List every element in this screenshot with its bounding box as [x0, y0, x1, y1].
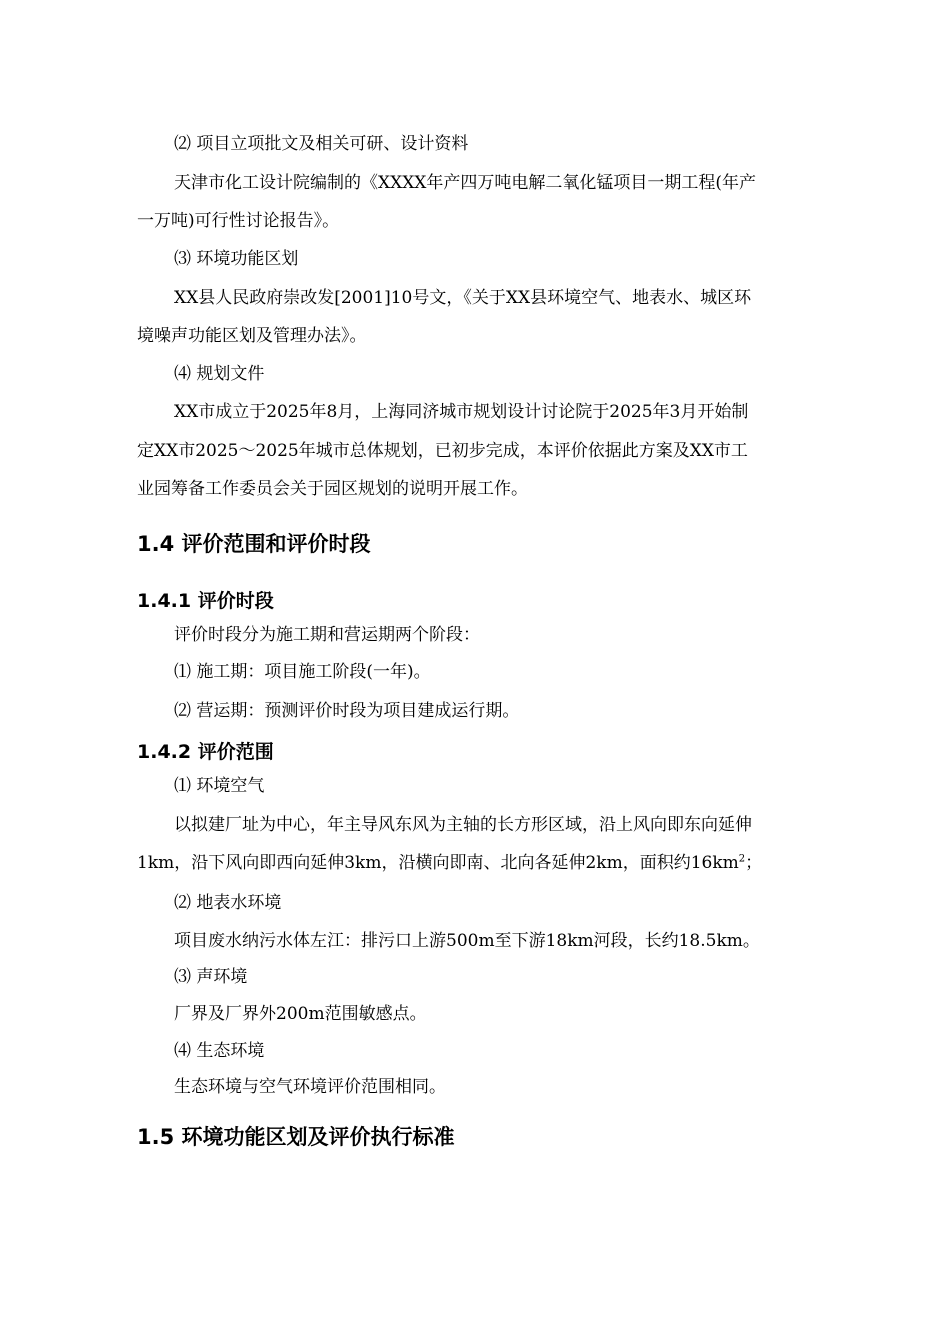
eco-title: ⑷ 生态环境: [174, 1041, 265, 1061]
air-paragraph-line-1: 以拟建厂址为中心，年主导风东风为主轴的长方形区域，沿上风向即东向延伸: [174, 815, 752, 835]
eco-paragraph: 生态环境与空气环境评价范围相同。: [174, 1077, 446, 1097]
item-4-paragraph-line-3: 业园筹备工作委员会关于园区规划的说明开展工作。: [137, 479, 528, 499]
water-paragraph: 项目废水纳污水体左江：排污口上游500m至下游18km河段，长约18.5km。: [174, 931, 760, 951]
item-3-title: ⑶ 环境功能区划: [174, 249, 299, 269]
item-2-paragraph-line-1: 天津市化工设计院编制的《XXXX年产四万吨电解二氧化锰项目一期工程(年产: [174, 173, 757, 193]
section-1-5-heading: 1.5 环境功能区划及评价执行标准: [137, 1125, 455, 1149]
section-1-4-1-heading: 1.4.1 评价时段: [137, 590, 274, 612]
air-title: ⑴ 环境空气: [174, 776, 265, 796]
air-paragraph-line-2-text: 1km，沿下风向即西向延伸3km，沿横向即南、北向各延伸2km，面积约16km: [137, 853, 739, 873]
section-1-4-1-item-1: ⑴ 施工期：项目施工阶段(一年)。: [174, 662, 431, 682]
item-4-paragraph-line-2: 定XX市2025～2025年城市总体规划，已初步完成，本评价依据此方案及XX市工: [137, 441, 748, 461]
air-paragraph-line-2: [137, 852, 762, 874]
superscript-2: 2: [738, 853, 746, 865]
item-4-paragraph-line-1: XX市成立于2025年8月，上海同济城市规划设计讨论院于2025年3月开始制: [174, 402, 749, 422]
noise-paragraph: 厂界及厂界外200m范围敏感点。: [174, 1004, 427, 1024]
item-4-title: ⑷ 规划文件: [174, 364, 265, 384]
water-title: ⑵ 地表水环境: [174, 893, 282, 913]
item-3-paragraph-line-1: XX县人民政府崇改发[2001]10号文，《关于XX县环境空气、地表水、城区环: [174, 288, 752, 308]
noise-title: ⑶ 声环境: [174, 967, 248, 987]
section-1-4-2-heading: 1.4.2 评价范围: [137, 741, 274, 763]
section-1-4-1-intro: 评价时段分为施工期和营运期两个阶段：: [174, 625, 480, 645]
item-2-title: ⑵ 项目立项批文及相关可研、设计资料: [174, 134, 469, 154]
section-1-4-1-item-2: ⑵ 营运期：预测评价时段为项目建成运行期。: [174, 701, 520, 721]
section-1-4-heading: 1.4 评价范围和评价时段: [137, 532, 371, 556]
item-2-paragraph-line-2: 一万吨)可行性讨论报告》。: [137, 211, 340, 231]
air-paragraph-line-2-end: ；: [745, 853, 763, 873]
item-3-paragraph-line-2: 境噪声功能区划及管理办法》。: [137, 326, 367, 346]
